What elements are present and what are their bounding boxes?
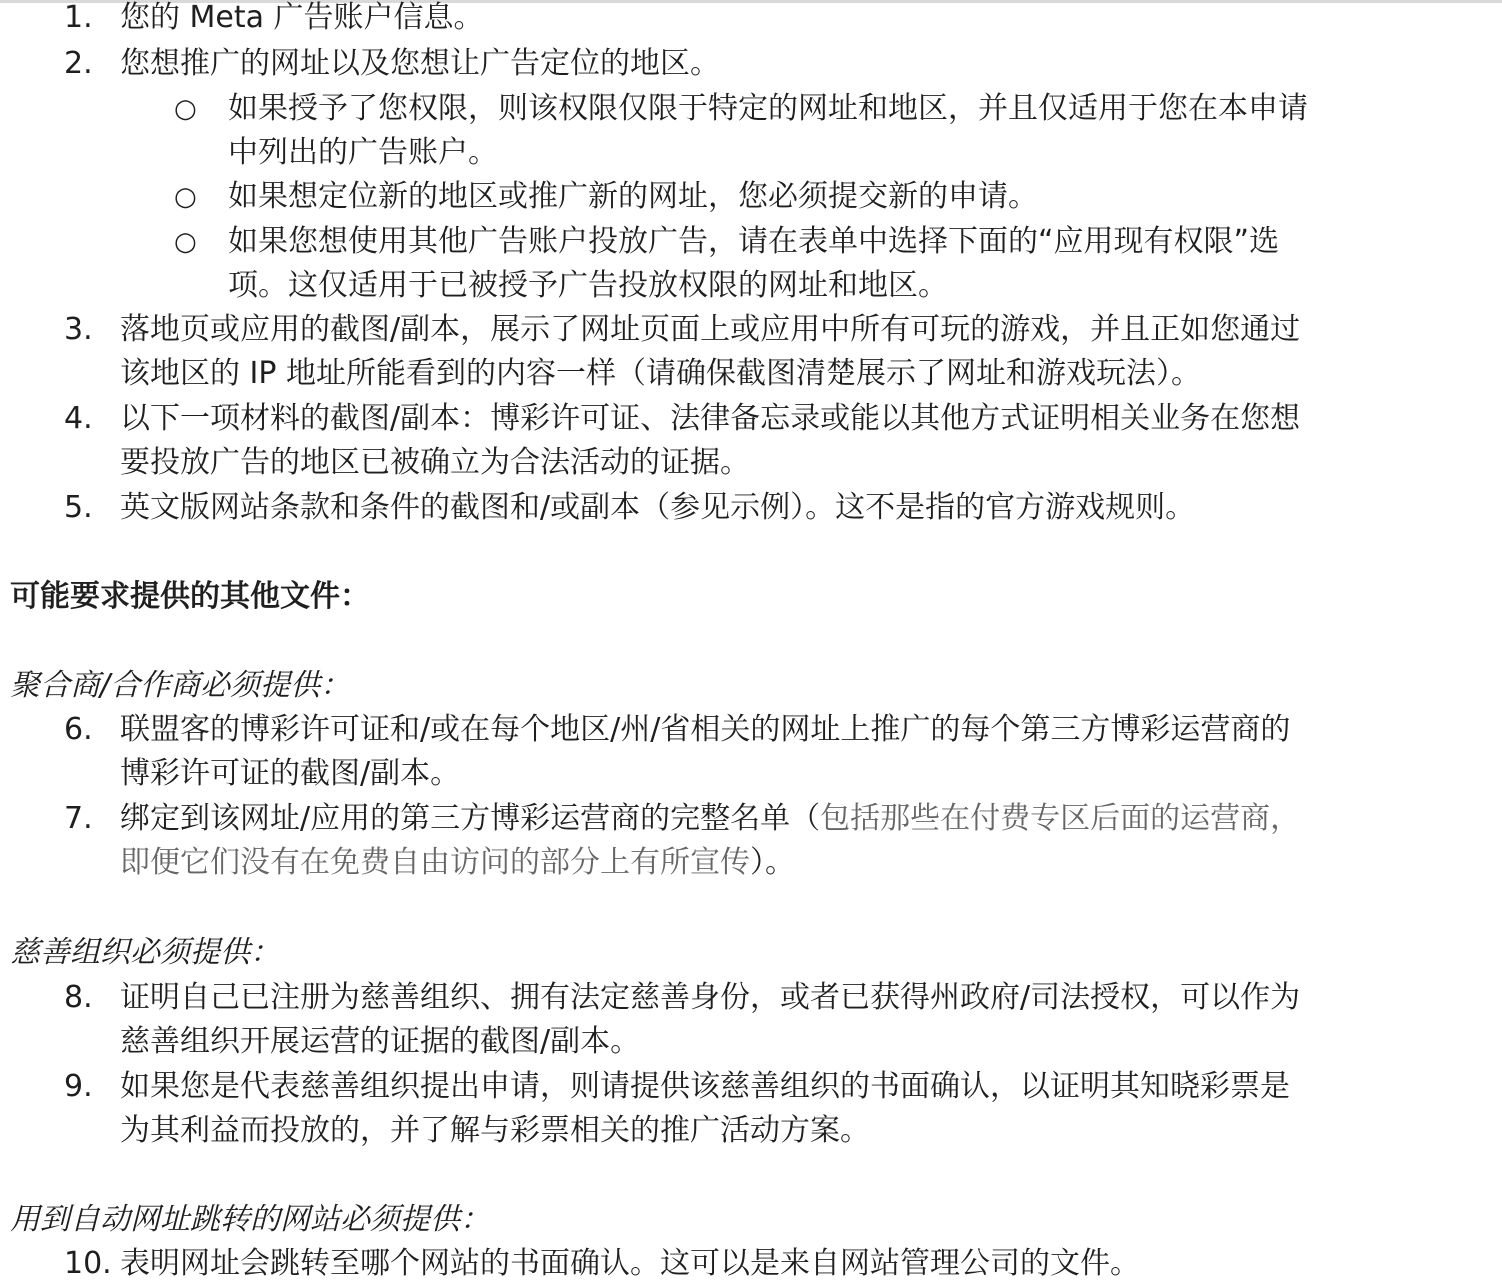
list-number: 1.: [64, 0, 93, 35]
list-item-text-main: ）。: [750, 845, 795, 880]
list-item-text: 落地页或应用的截图/副本，展示了网址页面上或应用中所有可玩的游戏，并且正如您通过: [120, 312, 1301, 347]
bullet-icon: ○: [174, 94, 197, 124]
list-item-text: 证明自己已注册为慈善组织、拥有法定慈善身份，或者已获得州政府/司法授权，可以作为: [120, 980, 1301, 1015]
list-item-text-main: 绑定到该网址/应用的第三方博彩运营商的完整名单（: [120, 801, 821, 836]
list-number: 8.: [64, 980, 93, 1015]
list-item-text: 表明网址会跳转至哪个网站的书面确认。这可以是来自网站管理公司的文件。: [120, 1246, 1140, 1281]
bullet-icon: ○: [174, 227, 197, 257]
list-number: 4.: [64, 401, 93, 436]
list-item-text: 联盟客的博彩许可证和/或在每个地区/州/省相关的网址上推广的每个第三方博彩运营商的: [120, 712, 1291, 747]
list-item-text: 为其利益而投放的，并了解与彩票相关的推广活动方案。: [120, 1113, 870, 1148]
list-item-text: 该地区的 IP 地址所能看到的内容一样（请确保截图清楚展示了网址和游戏玩法）。: [120, 356, 1202, 391]
list-number: 7.: [64, 801, 93, 836]
list-number: 6.: [64, 712, 93, 747]
list-item-text: 您的 Meta 广告账户信息。: [120, 0, 484, 35]
list-item-text: 博彩许可证的截图/副本。: [120, 756, 461, 791]
subsection-title: 聚合商/合作商必须提供：: [10, 668, 351, 703]
list-item-text-note: 包括那些在付费专区后面的运营商，: [820, 801, 1301, 836]
list-number: 3.: [64, 312, 93, 347]
list-number: 2.: [64, 46, 93, 81]
list-item-text: 英文版网站条款和条件的截图和/或副本（参见示例）。这不是指的官方游戏规则。: [120, 490, 1196, 525]
sub-item-text: 如果您想使用其他广告账户投放广告，请在表单中选择下面的“应用现有权限”选: [228, 224, 1280, 259]
sub-item-text: 项。这仅适用于已被授予广告投放权限的网址和地区。: [228, 268, 948, 303]
sub-item-text: 如果授予了您权限，则该权限仅限于特定的网址和地区，并且仅适用于您在本申请: [228, 91, 1308, 126]
subsection-title: 慈善组织必须提供：: [10, 935, 280, 970]
bullet-icon: ○: [174, 182, 197, 212]
list-item-text: [120, 797, 1300, 841]
list-number: 10.: [64, 1246, 112, 1281]
subsection-title: 用到自动网址跳转的网站必须提供：: [10, 1202, 490, 1237]
sub-item-text: 如果想定位新的地区或推广新的网址，您必须提交新的申请。: [228, 179, 1038, 214]
list-item-text: 要投放广告的地区已被确立为合法活动的证据。: [120, 445, 750, 480]
list-number: 9.: [64, 1069, 93, 1104]
sub-item-text: 中列出的广告账户。: [228, 135, 498, 170]
list-item-text: 您想推广的网址以及您想让广告定位的地区。: [120, 46, 720, 81]
list-item-text: [120, 841, 795, 885]
list-item-text-note: 即便它们没有在免费自由访问的部分上有所宣传: [120, 845, 750, 880]
section-heading: 可能要求提供的其他文件：: [10, 579, 370, 614]
list-item-text: 以下一项材料的截图/副本：博彩许可证、法律备忘录或能以其他方式证明相关业务在您想: [120, 401, 1301, 436]
list-item-text: 慈善组织开展运营的证据的截图/副本。: [120, 1024, 641, 1059]
list-item-text: 如果您是代表慈善组织提出申请，则请提供该慈善组织的书面确认，以证明其知晓彩票是: [120, 1069, 1290, 1104]
list-number: 5.: [64, 490, 93, 525]
